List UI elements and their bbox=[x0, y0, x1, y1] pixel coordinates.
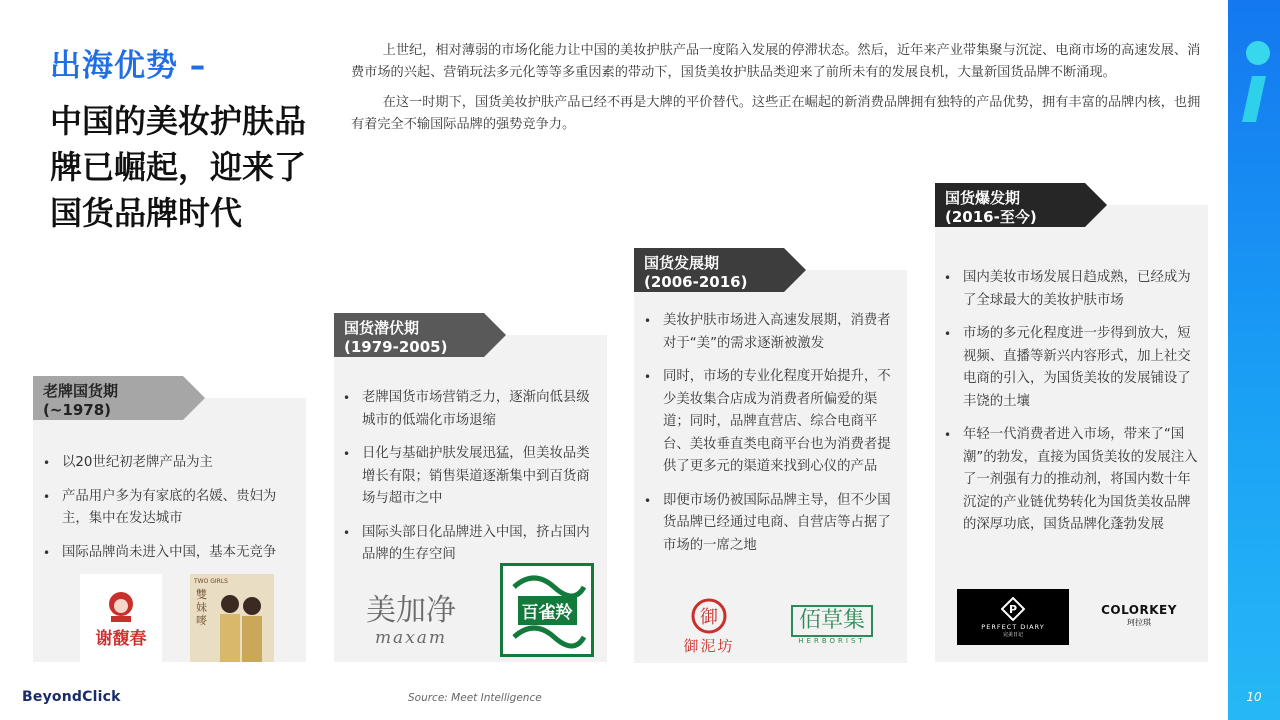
bullet-item: • 老牌国货市场营销乏力，逐渐向低县级城市的低端化市场退缩 bbox=[343, 387, 601, 432]
bullet-item: • 即便市场仍被国际品牌主导，但不少国货品牌已经通过电商、自营店等占据了市场的一席之地 bbox=[644, 490, 902, 558]
logo-text: 美加净 bbox=[366, 593, 456, 628]
period-name: 国货潜伏期 bbox=[344, 319, 420, 337]
dot-icon bbox=[1246, 41, 1270, 65]
logo-small-text: 完美日记 bbox=[1002, 631, 1023, 638]
bullet-item: • 日化与基础护肤发展迅猛，但美妆品类增长有限；销售渠道逐渐集中到百货商场与超市之中 bbox=[343, 443, 601, 511]
source-note: Source: Meet Intelligence bbox=[408, 692, 542, 704]
side-accent-bar bbox=[1228, 0, 1280, 720]
logo-text: PERFECT DIARY bbox=[981, 622, 1045, 631]
logo-maxam bbox=[352, 586, 470, 656]
bullet-item: • 美妆护肤市场进入高速发展期，消费者对于“美”的需求逐渐被激发 bbox=[644, 310, 902, 355]
logo-small-text: maxam bbox=[374, 628, 448, 648]
bullet-item: • 产品用户多为有家底的名媛、贵妇为主，集中在发达城市 bbox=[43, 486, 301, 531]
lady-portrait-icon bbox=[101, 588, 141, 624]
period-range: (1979-2005) bbox=[344, 338, 448, 356]
page-title: 中国的美妆护肤品牌已崛起，迎来了国货品牌时代 bbox=[50, 102, 307, 232]
svg-text:御: 御 bbox=[700, 606, 718, 628]
intro-paragraph-2: 在这一时期下，国货美妆护肤产品已经不再是大牌的平价替代。这些正在崛起的新消费品牌拥有独特的产品优势，拥有丰富的品牌内核，也拥有着完全不输国际品牌的强势竞争力。 bbox=[351, 95, 1201, 132]
bullet-item: • 以20世纪初老牌产品为主 bbox=[43, 452, 301, 475]
logo-yunifang bbox=[672, 594, 746, 658]
period-range: (2006-2016) bbox=[644, 273, 748, 291]
bullet-item: • 年轻一代消费者进入市场，带来了“国潮”的勃发，直接为国货美妆的发展注入了一剂强有力的推动剂，将国内数十年沉淀的产业链优势转化为国货美妆品牌的深厚功底，国货品牌化蓬勃发展 bbox=[944, 424, 1202, 537]
logo-small-text: HERBORIST bbox=[798, 637, 866, 645]
intro-text bbox=[351, 40, 1213, 144]
logo-small-text: TWO GIRLS bbox=[194, 578, 228, 585]
logo-herborist bbox=[782, 604, 882, 646]
slash-icon bbox=[1242, 76, 1266, 122]
section-heading-accent: 出海优势 – bbox=[50, 48, 207, 84]
intro-paragraph-1: 上世纪，相对薄弱的市场化能力让中国的美妆护肤产品一度陷入发展的停滞状态。然后，近年来产业带集聚与沉淀、电商市场的高速发展、消费市场的兴起、营销玩法多元化等等多重因素的带动下，国货美妆护肤品类迎来了前所未有的发展良机，大量新国货品牌不断涌现。 bbox=[351, 43, 1201, 80]
period-tag-3 bbox=[634, 248, 806, 292]
logo-text: 谢馥春 bbox=[95, 628, 147, 649]
period-bullets-2 bbox=[343, 387, 601, 578]
logo-text: COLORKEY bbox=[1101, 602, 1177, 617]
logo-colorkey bbox=[1094, 598, 1184, 632]
period-name: 国货爆发期 bbox=[945, 189, 1021, 207]
bullet-item: • 同时，市场的专业化程度开始提升，不少美妆集合店成为消费者所偏爱的渠道；同时，品牌直营店、综合电商平台、美妆垂直类电商平台也为消费者提供了更多元的渠道来找到心仪的产品 bbox=[644, 366, 902, 479]
bullet-item: • 国际品牌尚未进入中国，基本无竞争 bbox=[43, 542, 301, 565]
period-tag-2 bbox=[334, 313, 506, 357]
period-name: 国货发展期 bbox=[644, 254, 720, 272]
svg-text:P: P bbox=[1008, 602, 1018, 616]
period-range: (2016-至今) bbox=[945, 208, 1037, 226]
page-number: 10 bbox=[1246, 690, 1262, 704]
period-bullets-3 bbox=[644, 310, 902, 568]
period-name: 老牌国货期 bbox=[43, 382, 119, 400]
logo-xiefuchun bbox=[80, 574, 162, 662]
two-girls-portrait-icon bbox=[210, 584, 270, 662]
brand-logo: BeyondClick bbox=[22, 689, 121, 705]
logo-text: 雙妹嘜 bbox=[196, 588, 207, 627]
period-bullets-1 bbox=[43, 452, 301, 575]
period-bullets-4 bbox=[944, 267, 1202, 548]
logo-perfect-diary bbox=[957, 589, 1069, 645]
logo-small-text: 珂拉琪 bbox=[1127, 617, 1151, 627]
bullet-item: • 国际头部日化品牌进入中国，挤占国内品牌的生存空间 bbox=[343, 522, 601, 567]
period-tag-4 bbox=[935, 183, 1107, 227]
period-tag-1 bbox=[33, 376, 205, 420]
logo-pechoin bbox=[500, 563, 594, 657]
bullet-item: • 市场的多元化程度进一步得到放大，短视频、直播等新兴内容形式，加上社交电商的引入，为国货美妆的发展铺设了丰饶的土壤 bbox=[944, 323, 1202, 413]
logo-text: 御泥坊 bbox=[683, 636, 735, 655]
bullet-item: • 国内美妆市场发展日趋成熟，已经成为了全球最大的美妆护肤市场 bbox=[944, 267, 1202, 312]
logo-two-girls bbox=[190, 574, 274, 662]
perfect-diary-emblem-icon bbox=[1001, 597, 1025, 621]
logo-text: 百雀羚 bbox=[518, 596, 577, 625]
yu-seal-icon bbox=[689, 597, 729, 635]
period-range: (~1978) bbox=[43, 401, 112, 419]
logo-text: 佰草集 bbox=[791, 605, 873, 637]
